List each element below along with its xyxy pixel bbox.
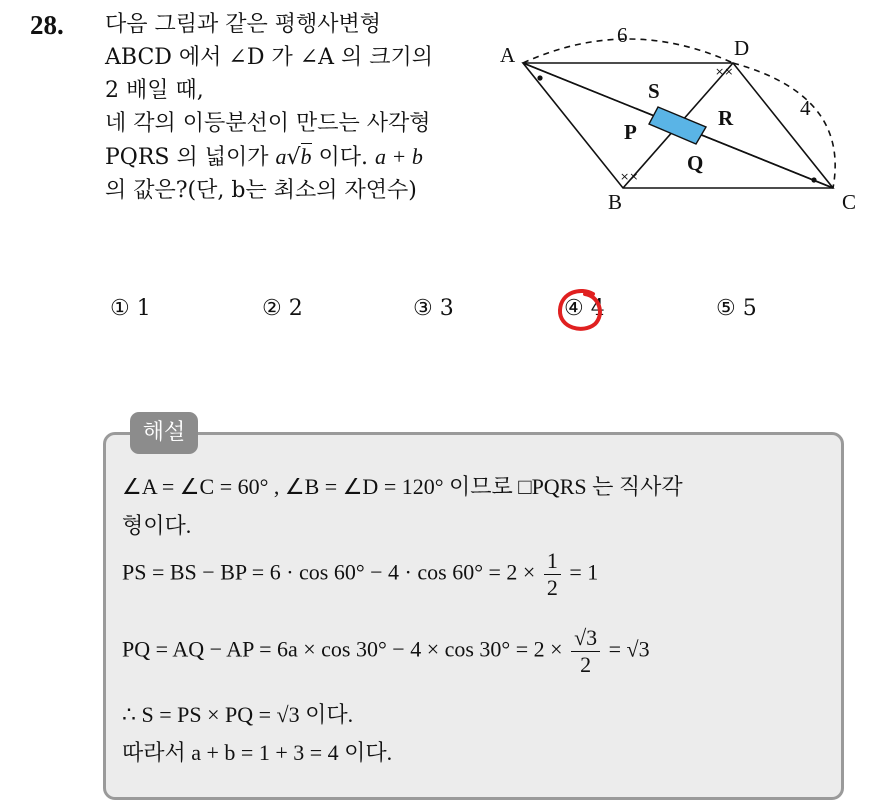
side-length-6: 6 xyxy=(617,23,628,47)
parallelogram-figure xyxy=(490,15,870,215)
fraction-root3-half xyxy=(571,625,600,678)
label-d: D xyxy=(734,36,750,60)
choice-value: 5 xyxy=(742,296,757,321)
choice-value: 4 xyxy=(590,296,605,321)
choice-mark: ⑤ xyxy=(716,296,736,321)
ida-text: 이다. xyxy=(318,145,369,170)
question-line: ABCD 에서 ∠D 가 ∠A 의 크기의 xyxy=(105,45,434,70)
choice-mark: ③ xyxy=(413,296,433,321)
question-line: 다음 그림과 같은 평행사변형 xyxy=(105,12,382,37)
question-number: 28. xyxy=(30,10,64,40)
fraction-numerator: 1 xyxy=(544,548,561,575)
question-line: 2 배일 때, xyxy=(105,78,204,103)
fraction-denominator: 2 xyxy=(546,575,558,600)
angle-mark-b: ×× xyxy=(620,170,639,183)
label-a: A xyxy=(500,43,516,67)
label-r: R xyxy=(718,106,734,130)
label-q: Q xyxy=(687,151,704,175)
sum-expr: a + b xyxy=(375,144,423,169)
selected-answer-circle xyxy=(555,286,607,336)
choice-mark: ④ xyxy=(564,296,584,321)
fraction-numerator: √3 xyxy=(571,625,600,652)
solution-line-2: 형이다. xyxy=(122,513,192,538)
question-text xyxy=(105,8,505,207)
rectangle-pqrs xyxy=(649,107,706,144)
solution-line-3 xyxy=(122,548,598,601)
choice-mark: ① xyxy=(110,296,130,321)
ps-result: = 1 xyxy=(569,559,599,585)
fraction-denominator: 2 xyxy=(580,652,592,677)
choice-5[interactable] xyxy=(716,296,757,321)
choice-value: 1 xyxy=(136,296,151,321)
choice-value: 3 xyxy=(439,296,454,321)
label-p: P xyxy=(624,120,637,144)
area-text: PQRS 의 넓이가 xyxy=(105,145,269,170)
question-line: 의 값은?(단, b는 최소의 자연수) xyxy=(105,178,417,203)
angle-mark-a xyxy=(537,75,542,80)
var-b: b xyxy=(300,144,312,169)
solution-line-1: ∠A = ∠C = 60° , ∠B = ∠D = 120° 이므로 □PQRS 는 직사각 xyxy=(122,474,683,499)
fraction-one-half xyxy=(544,548,561,601)
choice-2[interactable] xyxy=(262,296,303,321)
question-line: 네 각의 이등분선이 만드는 사각형 xyxy=(105,111,431,136)
label-b: B xyxy=(608,190,623,214)
angle-mark-d: ×× xyxy=(715,65,734,78)
label-c: C xyxy=(842,190,857,214)
ps-expression: PS = BS − BP = 6 · cos 60° − 4 · cos 60° = 2 × xyxy=(122,559,536,585)
sqrt-symbol: √ xyxy=(286,145,301,170)
label-s: S xyxy=(648,79,660,103)
question-line xyxy=(105,140,505,174)
choice-1[interactable] xyxy=(110,296,151,321)
solution-line-4 xyxy=(122,625,650,678)
choice-value: 2 xyxy=(288,296,303,321)
arc-side-6 xyxy=(523,39,733,63)
answer-choices xyxy=(110,296,830,328)
solution-line-5: ∴ S = PS × PQ = √3 이다. xyxy=(122,702,354,727)
solution-tag: 해설 xyxy=(130,412,198,454)
choice-mark: ② xyxy=(262,296,282,321)
solution-line-6: 따라서 a + b = 1 + 3 = 4 이다. xyxy=(122,740,393,765)
pq-result: = √3 xyxy=(608,636,650,662)
var-a: a xyxy=(275,144,287,169)
choice-3[interactable] xyxy=(413,296,454,321)
side-length-4: 4 xyxy=(800,96,811,120)
angle-mark-c xyxy=(811,177,816,182)
pq-expression: PQ = AQ − AP = 6a × cos 30° − 4 × cos 30° = 2 × xyxy=(122,636,563,662)
